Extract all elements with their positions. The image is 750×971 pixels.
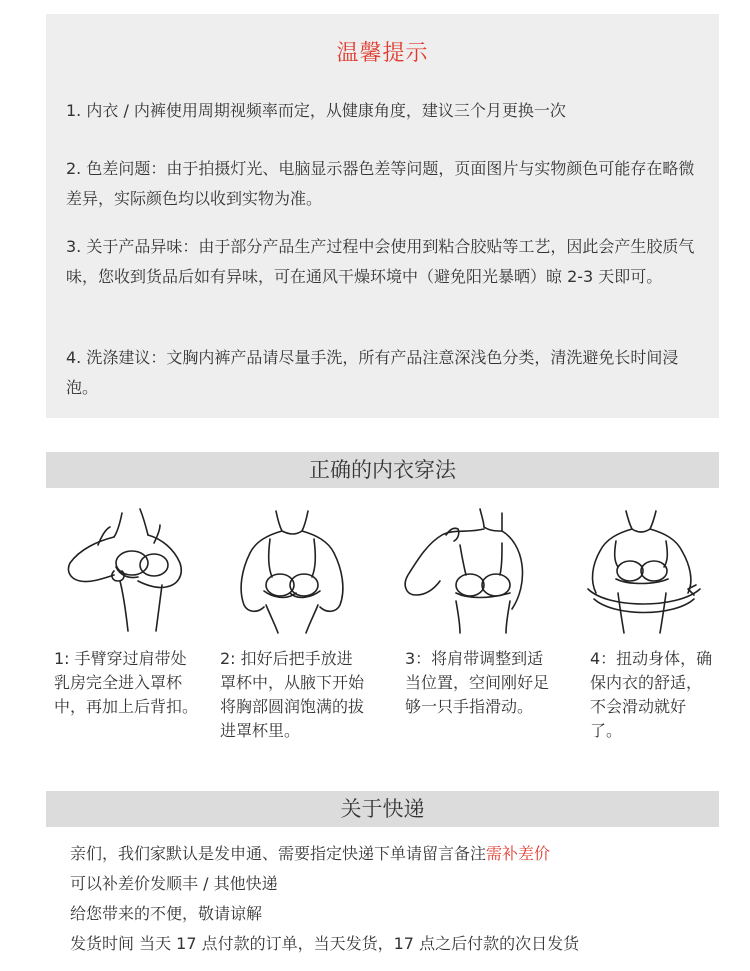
shipping-line-3: 给您带来的不便，敬请谅解	[70, 904, 263, 923]
twisting-body-illustration	[578, 505, 708, 635]
adjusting-straps-illustration	[398, 505, 528, 635]
step-2-text: 2: 扣好后把手放进罩杯中，从腋下开始将胸部圆润饱满的拔进罩杯里。	[220, 649, 365, 740]
shipping-line-1	[70, 840, 710, 868]
step-4-text: 4：扭动身体，确保内衣的舒适，不会滑动就好了。	[590, 649, 713, 740]
notice-item-4: 4. 洗涤建议：文胸内裤产品请尽量手洗，所有产品注意深浅色分类，清洗避免长时间浸泡。	[66, 348, 679, 397]
notice-item-2: 2. 色差问题：由于拍摄灯光、电脑显示器色差等问题，页面图片与实物颜色可能存在略微差异，实际颜色均以收到实物为准。	[66, 159, 695, 208]
shipping-line-2: 可以补差价发顺丰 / 其他快递	[70, 874, 278, 893]
shipping-line-4: 发货时间 当天 17 点付款的订单，当天发货，17 点之后付款的次日发货	[70, 934, 580, 953]
step-1-text: 1: 手臂穿过肩带处乳房完全进入罩杯中，再加上后背扣。	[54, 649, 199, 716]
adjusting-cups-illustration	[228, 505, 358, 635]
notice-item-1: 1. 内衣 / 内裤使用周期视频率而定，从健康角度，建议三个月更换一次	[66, 101, 566, 120]
notice-title: 温馨提示	[336, 41, 429, 66]
notice-item-3: 3. 关于产品异味：由于部分产品生产过程中会使用到粘合胶贴等工艺，因此会产生胶质气味，您收到货品后如有异味，可在通风干燥环境中（避免阳光暴晒）晾 2-3 天即可。	[66, 237, 695, 286]
step-3-text: 3：将肩带调整到适当位置，空间刚好足够一只手指滑动。	[405, 649, 550, 716]
shipping-section-header: 关于快递	[46, 791, 719, 827]
shipping-line-1-text: 亲们，我们家默认是发申通、需要指定快递下单请留言备注	[70, 844, 487, 863]
hooking-bra-illustration	[62, 505, 192, 635]
extra-fee-highlight: 需补差价	[486, 844, 551, 863]
wearing-section-header: 正确的内衣穿法	[46, 452, 719, 488]
notice-panel	[46, 14, 719, 418]
